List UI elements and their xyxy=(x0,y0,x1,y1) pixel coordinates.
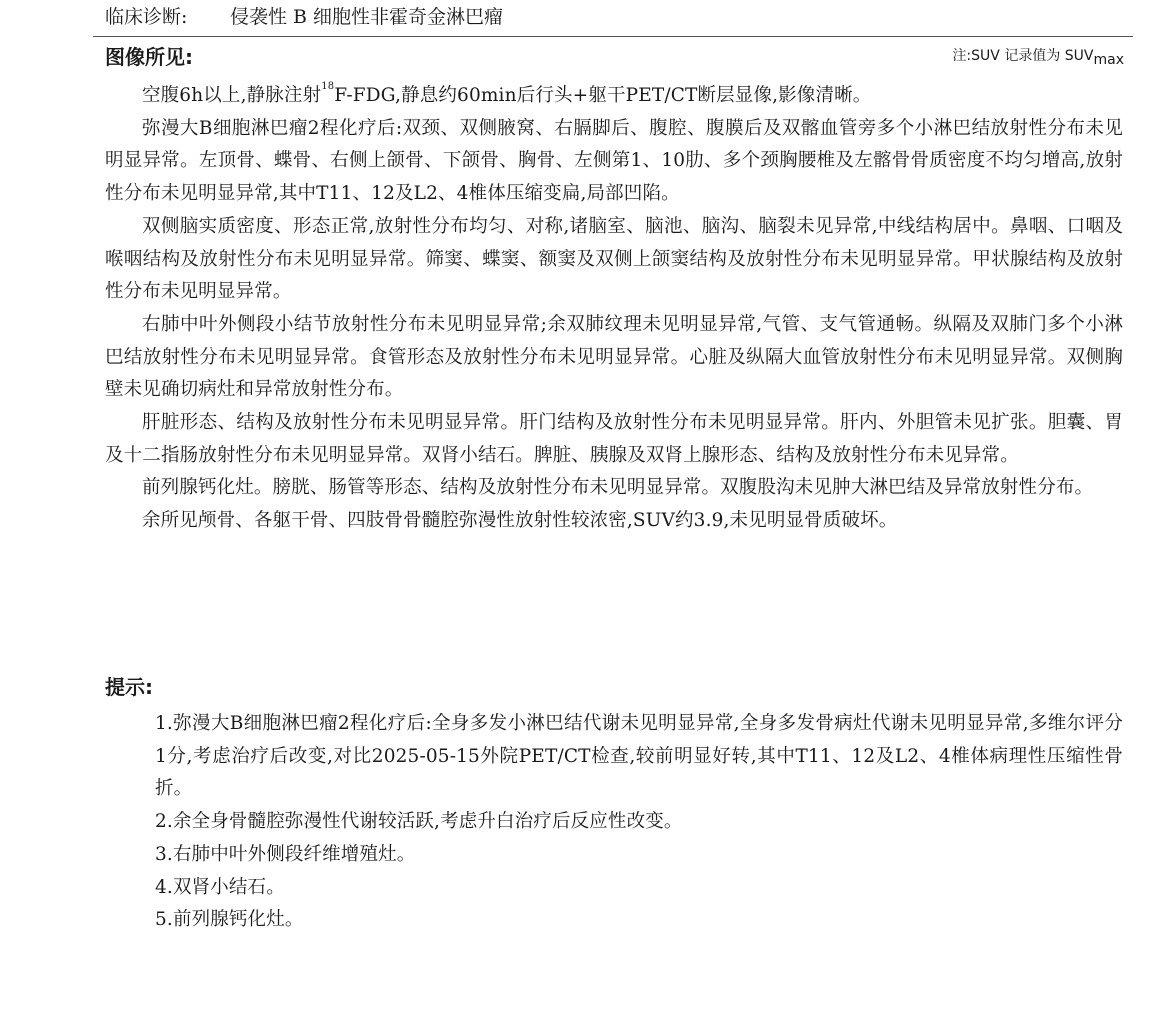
intro-text-before: 空腹6h以上,静脉注射 xyxy=(142,85,322,106)
findings-paragraph: 前列腺钙化灶。膀胱、肠管等形态、结构及放射性分布未见明显异常。双腹股沟未见肿大淋巴结及异常放射性分布。 xyxy=(142,477,1094,499)
findings-paragraph-intro xyxy=(105,80,1123,113)
header-divider xyxy=(93,36,1133,37)
hint-item: 5.前列腺钙化灶。 xyxy=(155,909,304,931)
hint-item: 4.双肾小结石。 xyxy=(155,876,285,898)
findings-body xyxy=(105,80,1123,538)
diagnosis-value: 侵袭性 B 细胞性非霍奇金淋巴瘤 xyxy=(230,6,504,28)
hints-title: 提示: xyxy=(105,675,153,699)
intro-text-after: F-FDG,静息约60min后行头+躯干PET/CT断层显像,影像清晰。 xyxy=(334,85,872,106)
hints-list xyxy=(155,708,1123,937)
findings-paragraph: 余所见颅骨、各躯干骨、四肢骨骨髓腔弥漫性放射性较浓密,SUV约3.9,未见明显骨质破坏。 xyxy=(142,510,898,532)
suv-note xyxy=(952,46,1124,70)
diagnosis-label: 临床诊断: xyxy=(105,6,188,28)
findings-paragraph: 右肺中叶外侧段小结节放射性分布未见明显异常;余双肺纹理未见明显异常,气管、支气管通畅。纵隔及双肺门多个小淋巴结放射性分布未见明显异常。食管形态及放射性分布未见明显异常。心脏及纵隔大血管放射性分布未见明显异常。双侧胸壁未见确切病灶和异常放射性分布。 xyxy=(105,313,1123,401)
hint-item: 2.余全身骨髓腔弥漫性代谢较活跃,考虑升白治疗后反应性改变。 xyxy=(155,811,683,833)
findings-paragraph: 弥漫大B细胞淋巴瘤2程化疗后:双颈、双侧腋窝、右膈脚后、腹腔、腹膜后及双髂血管旁多个小淋巴结放射性分布未见明显异常。左顶骨、蝶骨、右侧上颌骨、下颌骨、胸骨、左侧第1、10肋、多个颈胸腰椎及左髂骨骨质密度不均匀增高,放射性分布未见明显异常,其中T11、12及L2、4椎体压缩变扁,局部凹陷。 xyxy=(105,117,1123,205)
suv-note-subscript: max xyxy=(1093,52,1124,68)
isotope-superscript: 18 xyxy=(321,81,335,92)
hint-item: 3.右肺中叶外侧段纤维增殖灶。 xyxy=(155,843,416,865)
clinical-diagnosis-row xyxy=(105,4,503,30)
findings-title: 图像所见: xyxy=(105,45,193,69)
findings-paragraph: 双侧脑实质密度、形态正常,放射性分布均匀、对称,诸脑室、脑池、脑沟、脑裂未见异常,中线结构居中。鼻咽、口咽及喉咽结构及放射性分布未见明显异常。筛窦、蝶窦、额窦及双侧上颌窦结构及放射性分布未见明显异常。甲状腺结构及放射性分布未见明显异常。 xyxy=(105,215,1123,303)
findings-paragraph: 肝脏形态、结构及放射性分布未见明显异常。肝门结构及放射性分布未见明显异常。肝内、外胆管未见扩张。胆囊、胃及十二指肠放射性分布未见明显异常。双肾小结石。脾脏、胰腺及双肾上腺形态、结构及放射性分布未见异常。 xyxy=(105,412,1123,466)
suv-note-text: 注:SUV 记录值为 SUV xyxy=(952,48,1094,64)
hint-item: 1.弥漫大B细胞淋巴瘤2程化疗后:全身多发小淋巴结代谢未见明显异常,全身多发骨病灶代谢未见明显异常,多维尔评分1分,考虑治疗后改变,对比2025-05-15外院PET/CT检查,较前明显好转,其中T11、12及L2、4椎体病理性压缩性骨折。 xyxy=(155,713,1123,800)
